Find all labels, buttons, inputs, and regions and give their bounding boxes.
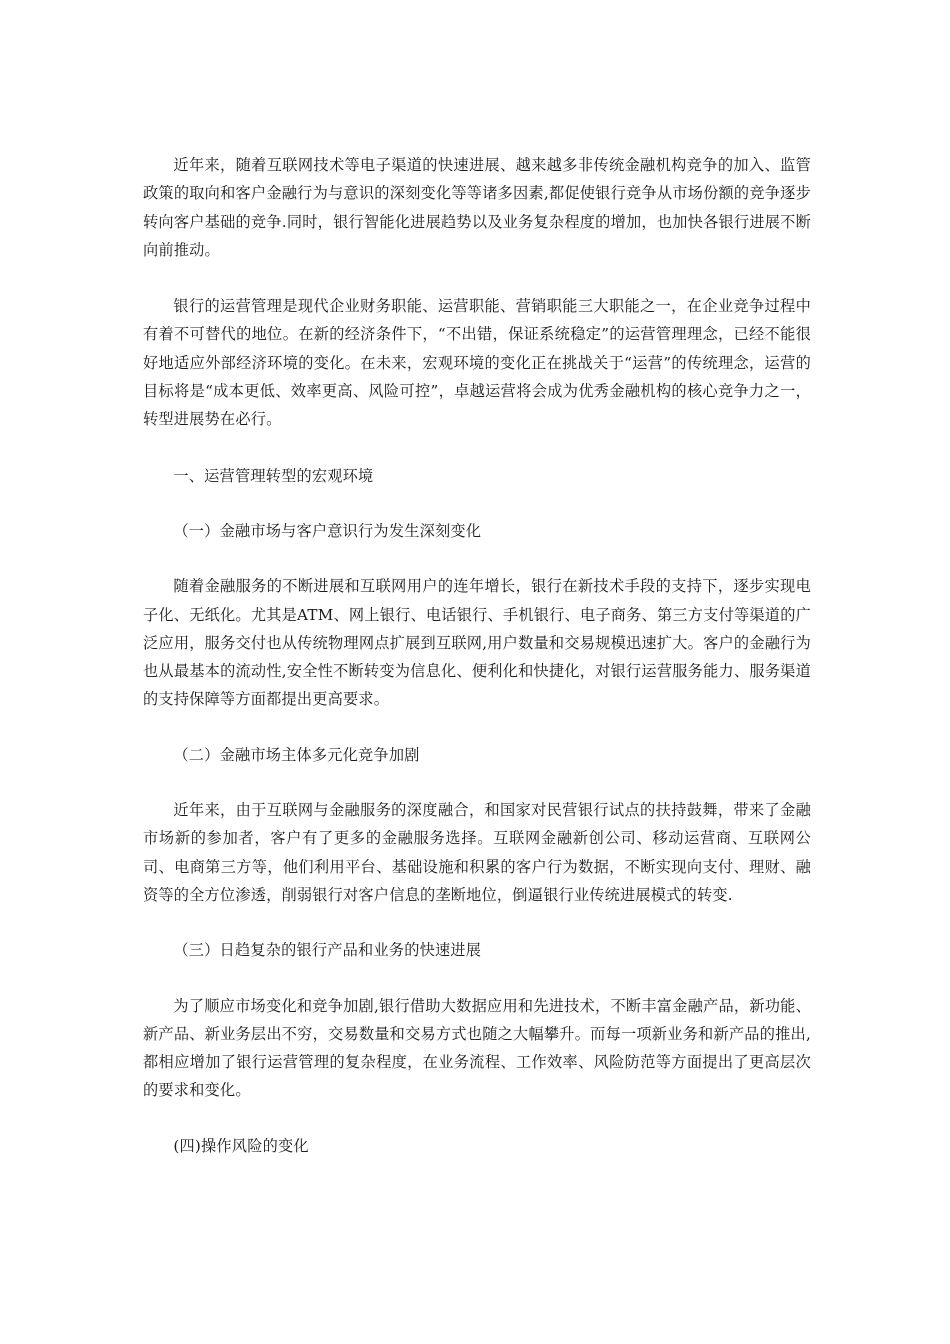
paragraph-financial-market-change: 随着金融服务的不断进展和互联网用户的连年增长，银行在新技术手段的支持下，逐步实现电子化、无纸化。尤其是ATM、网上银行、电话银行、手机银行、电子商务、第三方支付等渠道的广泛应用，服务交付也从传统物理网点扩展到互联网,用户数量和交易规模迅速扩大。客户的金融行为也从最基本的流动性,安全性不断转变为信息化、便利化和快捷化，对银行运营服务能力、服务渠道的支持保障等方面都提出更高要求。 [143,577,811,709]
subsection-heading-1: （一）金融市场与客户意识行为发生深刻变化 [173,521,482,540]
subsection-heading-3: （三）日趋复杂的银行产品和业务的快速进展 [173,941,482,960]
paragraph-products: 为了顺应市场变化和竞争加剧,银行借助大数据应用和先进技术，不断丰富金融产品，新功能、新产品、新业务层出不穷，交易数量和交易方式也随之大幅攀升。而每一项新业务和新产品的推出,都相应增加了银行运营管理的复杂程度，在业务流程、工作效率、风险防范等方面提出了更高层次的要求和变化。 [143,996,811,1100]
paragraph-intro: 近年来，随着互联网技术等电子渠道的快速进展、越来越多非传统金融机构竞争的加入、监管政策的取向和客户金融行为与意识的深刻变化等等诸多因素,都促使银行竞争从市场份额的竞争逐步转向客户基础的竞争.同时，银行智能化进展趋势以及业务复杂程度的增加，也加快各银行进展不断向前推动。 [143,156,811,259]
paragraph-competition: 近年来，由于互联网与金融服务的深度融合，和国家对民营银行试点的扶持鼓舞，带来了金融市场新的参加者，客户有了更多的金融服务选择。互联网金融新创公司、移动运营商、互联网公司、电商第三方等，他们利用平台、基础设施和积累的客户行为数据，不断实现向支付、理财、融资等的全方位渗透，削弱银行对客户信息的垄断地位，倒逼银行业传统进展模式的转变. [143,801,811,904]
document-body [143,151,811,1160]
section-heading-macro-environment: 一、运营管理转型的宏观环境 [173,466,374,485]
paragraph-operations-management: 银行的运营管理是现代企业财务职能、运营职能、营销职能三大职能之一，在企业竞争过程中有着不可替代的地位。在新的经济条件下，“不出错，保证系统稳定”的运营管理理念，已经不能很好地适应外部经济环境的变化。在未来，宏观环境的变化正在挑战关于“运营”的传统理念，运营的目标将是“成本更低、效率更高、风险可控”，卓越运营将会成为优秀金融机构的核心竞争力之一，转型进展势在必行。 [143,297,811,429]
subsection-heading-4: (四)操作风险的变化 [173,1136,309,1155]
subsection-heading-2: （二）金融市场主体多元化竞争加剧 [173,745,420,764]
